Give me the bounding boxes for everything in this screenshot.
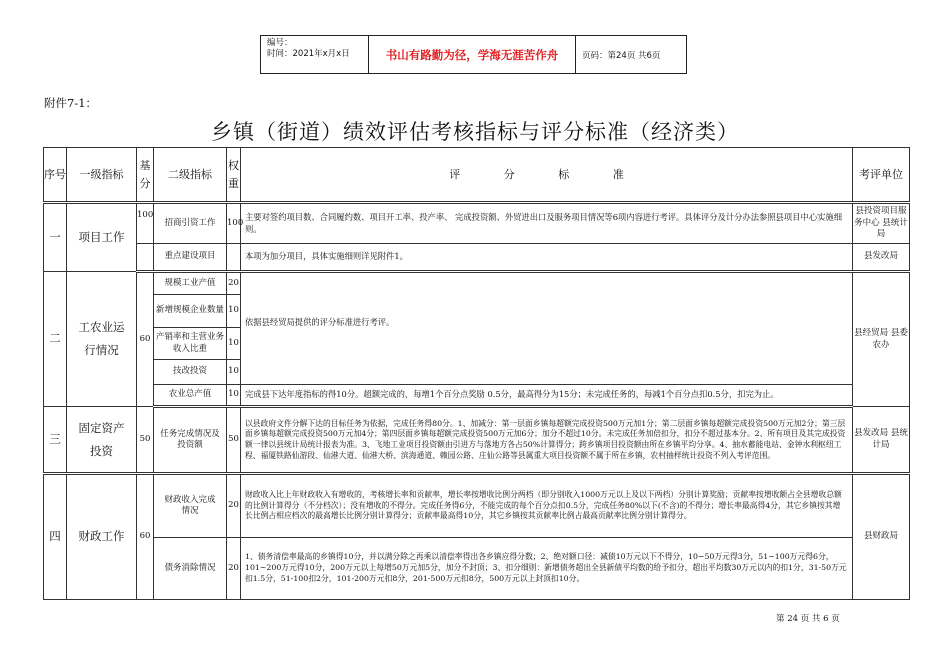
sec2-seq: 二	[44, 272, 67, 407]
sec2-base: 60	[137, 272, 154, 407]
page-footer: 第 24 页 共 6 页	[776, 614, 840, 624]
sec4-base: 60	[137, 474, 154, 600]
sec2-r5-weight: 10	[227, 385, 241, 407]
sec2-r2-name: 新增规模企业数量	[154, 295, 227, 328]
sec3-r1-weight: 50	[227, 407, 241, 474]
sec1-base: 100	[137, 203, 154, 244]
sec2-shared-criteria: 依据县经贸局提供的评分标准进行考评。	[241, 272, 853, 385]
sec2-unit: 县经贸局 县委农办	[853, 272, 910, 407]
sec3-r1-criteria: 以县政府文件分解下达的目标任务为依据，完成任务得80分。1、加减分：第一层面乡镇每超额完成投资500万元加1分；第二层面乡镇每超额完成投资500万元加2分；第三层面乡镇每超额完成投资500万元加4分；第四层面乡镇每超额完成投资500万元加6分；加分不超过10分。未完成任务加倍扣分，扣分不超过基本分。2、所有项目及其完成投资额一律以县统计局统计报表为准。3、飞地工业项目投资额由引进方与落地方各占50%计算得分；跨乡镇项目投资额由所在乡镇平均分享。4、抽水蓄能电站、金钟水利枢纽工程、福厦铁路仙游段、仙港大道、仙港大桥、滨海通道、赖园公路、庄仙公路等县属重大项目投资额不属于所在乡镇，农村抽样统计投资不列入考评范围。	[241, 407, 853, 474]
sec2-r1-name: 规模工业产值	[154, 272, 227, 295]
header-base: 基分	[137, 148, 154, 203]
header-criteria: 评 分 标 准	[241, 148, 853, 203]
sec2-r1-weight: 20	[227, 272, 241, 295]
sec3-seq: 三	[44, 407, 67, 474]
sec4-r2-criteria: 1、债务清偿率最高的乡镇得10分，并以满分除之再乘以清偿率得出各乡镇应得分数；2、绝对额口径：减债10万元以下不得分，10~50万元得3分，51~100万元得6分，101~200万元得10分，200万元以上每增50万元加5分，加分不封顶；3、扣分细则：新增债务超出全县新债平均数的给予扣分，超出平均数30万元以内的扣1分，31-50万元扣1.5分，51-100扣2分，101-200万元扣8分，201-500万元扣8分，500万元以上封顶扣10分。	[241, 538, 853, 600]
sec2-name: 工农业运行情况	[67, 272, 137, 407]
header-level2: 二级指标	[154, 148, 227, 203]
sec2-r4-name: 技改投资	[154, 360, 227, 385]
sec1-r1-name: 招商引资工作	[154, 203, 227, 244]
sec1-seq: 一	[44, 203, 67, 272]
sec1-r1-unit: 县投资项目服务中心 县统计局	[853, 203, 910, 244]
table-row	[44, 407, 910, 474]
time-label: 时间：2021年x月x日	[267, 49, 350, 59]
header-weight: 权重	[227, 148, 241, 203]
sec1-r2-criteria: 本项为加分项目，具体实施细则详见附件1。	[241, 244, 853, 272]
document-title: 乡镇（街道）绩效评估考核指标与评分标准（经济类）	[211, 120, 739, 144]
sec2-r2-weight: 10	[227, 295, 241, 328]
sec2-r3-name: 产销率和主营业务收入比重	[154, 328, 227, 360]
table-row	[44, 244, 910, 272]
table-row	[44, 385, 910, 407]
header-meta	[261, 36, 369, 73]
header-unit: 考评单位	[853, 148, 910, 203]
sec4-unit: 县财政局	[853, 474, 910, 600]
document-header-box	[260, 35, 687, 74]
sec4-name: 财政工作	[67, 474, 137, 600]
sec1-r2-unit: 县发改局	[853, 244, 910, 272]
sec2-r3-weight: 10	[227, 328, 241, 360]
table-row	[44, 538, 910, 600]
evaluation-table	[43, 147, 910, 600]
sec4-seq: 四	[44, 474, 67, 600]
table-row	[44, 272, 910, 295]
sec1-r2-name: 重点建设项目	[154, 244, 227, 272]
sec1-r1-criteria: 主要对签约项目数、合同履约数、项目开工率、投产率、 完成投资额、外贸进出口及服务项目情况等6项内容进行考评。具体评分及计分办法参照县项目中心实施细则。	[241, 203, 853, 244]
sec3-base: 50	[137, 407, 154, 474]
table-header-row	[44, 148, 910, 203]
annex-label: 附件7-1：	[44, 96, 98, 110]
sec3-unit: 县发改局 县统计局	[853, 407, 910, 474]
table-row	[44, 474, 910, 538]
sec3-name: 固定资产投资	[67, 407, 137, 474]
table-row	[44, 203, 910, 244]
sec4-r2-name: 债务消除情况	[154, 538, 227, 600]
sec2-r5-name: 农业总产值	[154, 385, 227, 407]
sec4-r1-name: 财政收入完成情况	[154, 474, 227, 538]
sec2-r4-weight: 10	[227, 360, 241, 385]
sec4-r2-weight: 20	[227, 538, 241, 600]
number-label: 编号：	[267, 38, 293, 48]
sec1-r1-weight: 100	[227, 203, 241, 244]
sec3-r1-name: 任务完成情况及投资额	[154, 407, 227, 474]
sec4-r1-criteria: 财政收入比上年财政收入有增收的，考核增长率和贡献率，增长率按增收比例分两档（即分别收入1000万元以上及以下两档）分别计算奖励；贡献率按增收额占全县增收总额的比例计算得分（不分档次）；没有增收的不得分。完成任务得6分，不能完成的每个百分点扣0.5分，完成任务80%以下(不含)的不得分；增长率最高得4分，其它乡镇按其增长比例占相应档次的最高增长比例分别计算得分；贡献率最高得10分，其它乡镇按其贡献率比例占最高贡献率比例分别计算得分。	[241, 474, 853, 538]
header-seq: 序号	[44, 148, 67, 203]
sec2-r5-criteria: 完成县下达年度指标的得10分。超额完成的，每增1个百分点奖励 0.5分，最高得分为15分；未完成任务的，每减1个百分点扣0.5分，扣完为止。	[241, 385, 853, 407]
sec1-name: 项目工作	[67, 203, 137, 272]
header-page-label: 页码：第24页 共6页	[582, 50, 661, 61]
header-level1: 一级指标	[67, 148, 137, 203]
header-motto: 书山有路勤为径，学海无涯苦作舟	[369, 36, 576, 73]
sec4-r1-weight: 20	[227, 474, 241, 538]
